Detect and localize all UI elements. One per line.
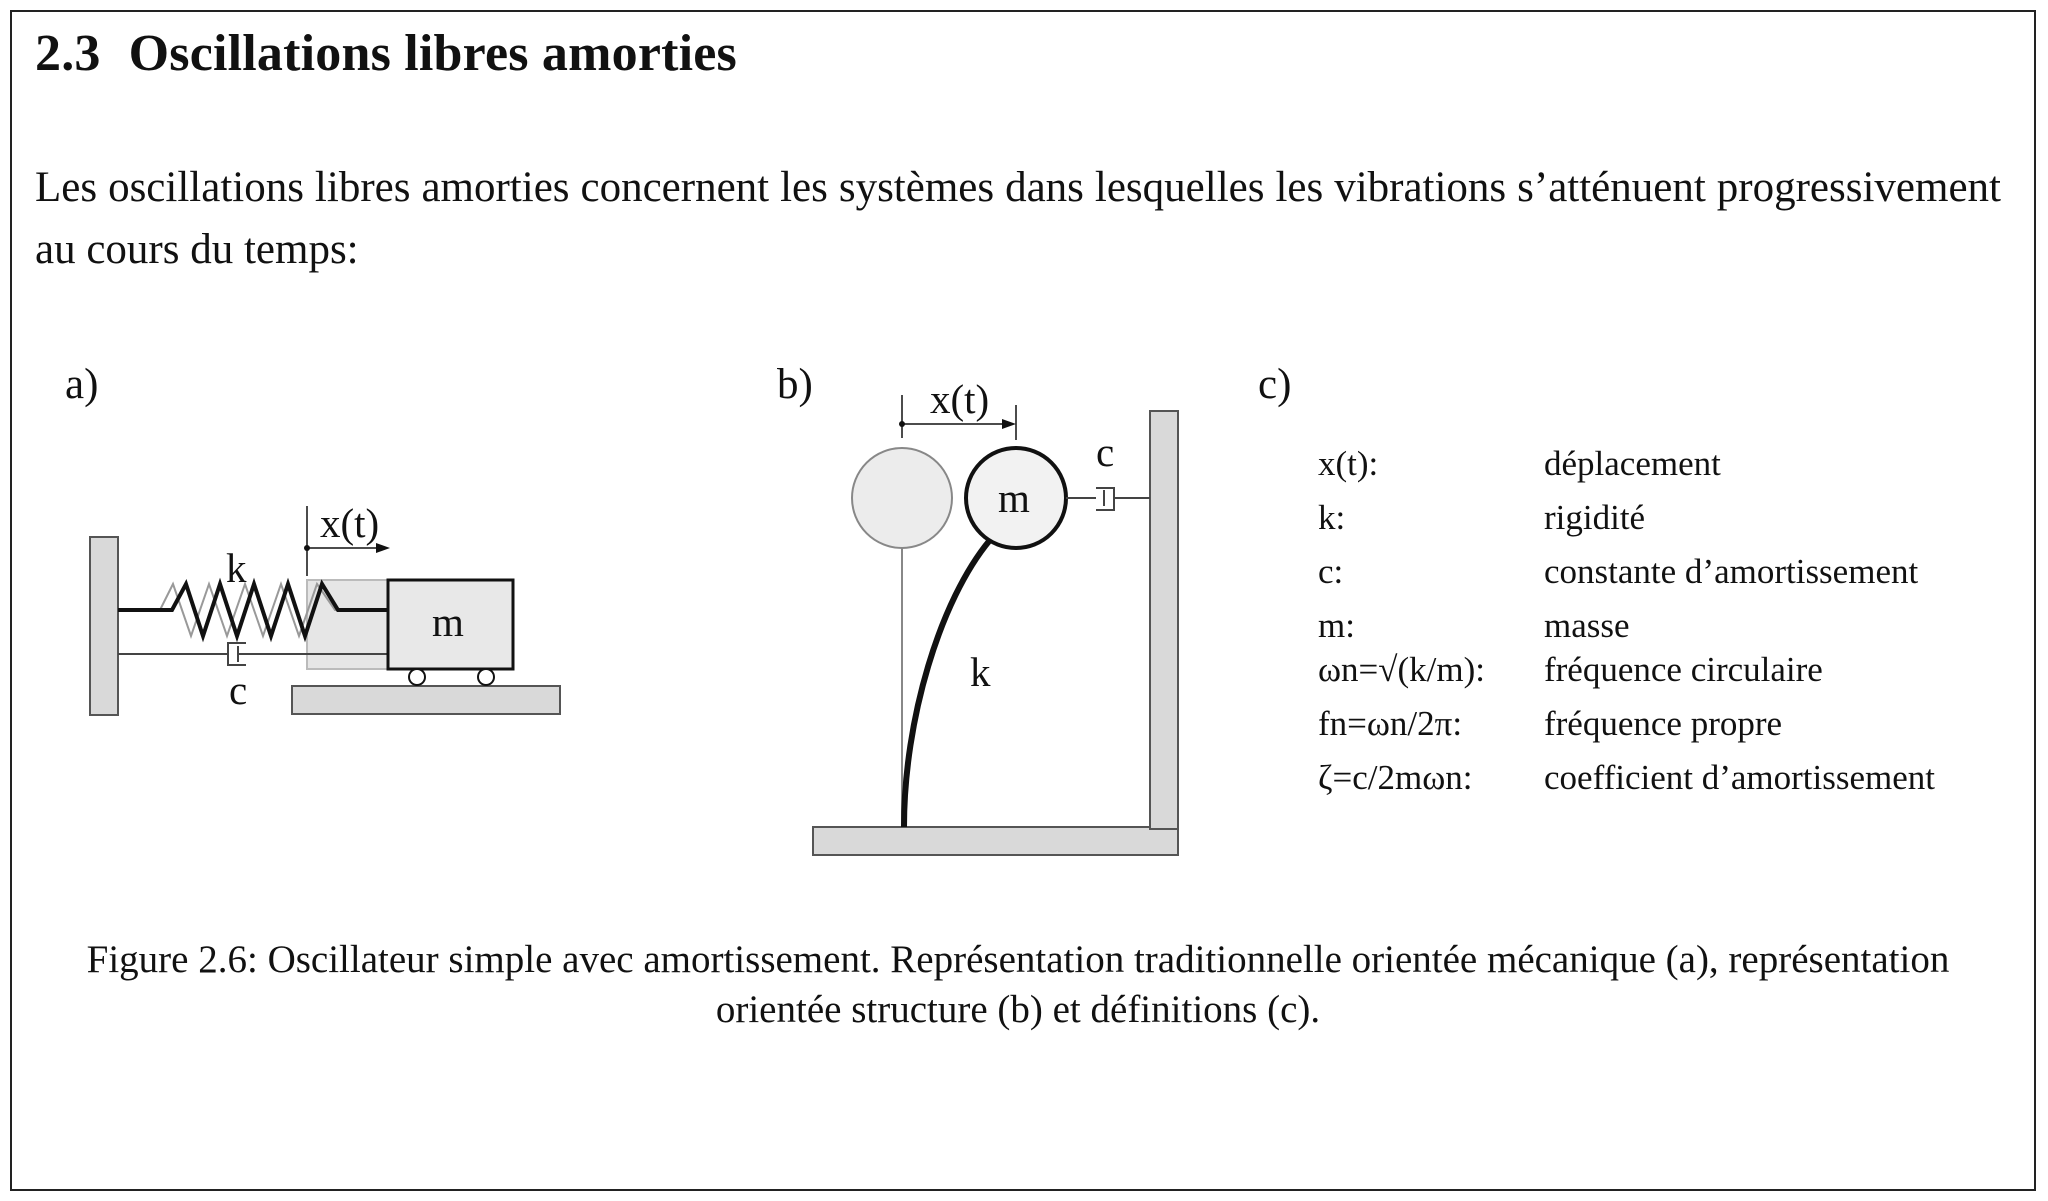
ground-slab bbox=[292, 686, 560, 714]
panel-c-label: c) bbox=[1258, 361, 1292, 408]
mass-ghost-circle bbox=[852, 448, 952, 548]
label-b-k: k bbox=[970, 649, 991, 695]
panel-b-label: b) bbox=[777, 361, 813, 408]
definition-symbol: m: bbox=[1318, 606, 1355, 645]
fixed-wall bbox=[90, 537, 118, 715]
definition-meaning: masse bbox=[1544, 606, 1630, 645]
section-number: 2.3 bbox=[35, 25, 101, 82]
definition-symbol: c: bbox=[1318, 552, 1344, 591]
label-b-x: x(t) bbox=[930, 376, 990, 422]
definition-meaning: rigidité bbox=[1544, 498, 1646, 537]
wheel-left bbox=[409, 669, 425, 685]
label-a-c: c bbox=[229, 667, 248, 713]
panel-b-diagram bbox=[813, 376, 1178, 855]
figure-caption: Figure 2.6: Oscillateur simple avec amortissement. Représentation traditionnelle orientée mécanique (a), représentation orientée structure (b) et définitions (c). bbox=[86, 938, 1950, 1031]
definition-symbol: ζ=c/2mωn: bbox=[1318, 758, 1473, 797]
label-a-m: m bbox=[432, 599, 464, 645]
panel-a-diagram bbox=[90, 500, 560, 715]
side-wall bbox=[1150, 411, 1178, 829]
displacement-b-arrowhead bbox=[1002, 419, 1016, 429]
label-a-x: x(t) bbox=[320, 500, 380, 546]
wheel-right bbox=[478, 669, 494, 685]
definition-symbol: k: bbox=[1318, 498, 1346, 537]
label-b-c: c bbox=[1096, 429, 1115, 475]
label-b-m: m bbox=[998, 475, 1030, 521]
definition-meaning: déplacement bbox=[1544, 444, 1721, 483]
definition-meaning: constante d’amortissement bbox=[1544, 552, 1919, 591]
panel-a-label: a) bbox=[65, 361, 99, 408]
definition-symbol: x(t): bbox=[1318, 444, 1379, 483]
section-title: Oscillations libres amorties bbox=[128, 25, 737, 82]
definition-meaning: fréquence circulaire bbox=[1544, 650, 1823, 689]
definition-meaning: fréquence propre bbox=[1544, 704, 1783, 743]
definition-meaning: coefficient d’amortissement bbox=[1544, 758, 1936, 797]
base-slab bbox=[813, 827, 1178, 855]
definition-symbol: fn=ωn/2π: bbox=[1318, 704, 1463, 743]
label-a-k: k bbox=[226, 545, 247, 591]
definition-symbol: ωn=√(k/m): bbox=[1318, 650, 1485, 689]
intro-paragraph: Les oscillations libres amorties concernent les systèmes dans lesquelles les vibrations s’atténuent progressivement au cours du temps: bbox=[35, 164, 2001, 273]
